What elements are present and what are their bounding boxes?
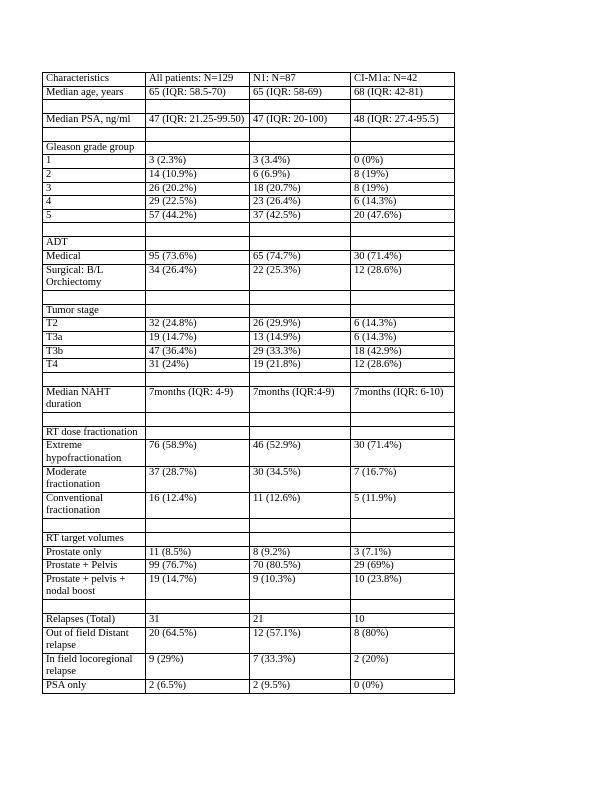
header-cell: Characteristics [43, 73, 146, 87]
value-cell [351, 600, 455, 614]
value-cell: 7months (IQR: 4-9) [146, 386, 250, 412]
value-cell: 48 (IQR: 27.4-95.5) [351, 114, 455, 128]
value-cell: 11 (8.5%) [146, 546, 250, 560]
value-cell: 47 (IQR: 21.25-99.50) [146, 114, 250, 128]
table-row [43, 546, 455, 560]
value-cell: 10 [351, 614, 455, 628]
value-cell: 30 (34.5%) [250, 466, 351, 492]
table-spacer-row [43, 600, 455, 614]
value-cell: 2 (6.5%) [146, 679, 250, 693]
table-row [43, 196, 455, 210]
value-cell: 16 (12.4%) [146, 492, 250, 518]
value-cell: 19 (21.8%) [250, 359, 351, 373]
table-row [43, 209, 455, 223]
value-cell: 31 (24%) [146, 359, 250, 373]
table-row [43, 386, 455, 412]
value-cell: 3 (2.3%) [146, 155, 250, 169]
value-cell [351, 223, 455, 237]
value-cell [250, 533, 351, 547]
table-row [43, 250, 455, 264]
table-row [43, 679, 455, 693]
row-label-cell: 1 [43, 155, 146, 169]
value-cell: 26 (20.2%) [146, 182, 250, 196]
value-cell: 37 (42.5%) [250, 209, 351, 223]
row-label-cell: Moderate fractionation [43, 466, 146, 492]
table-spacer-row [43, 127, 455, 141]
value-cell: 65 (IQR: 58.5-70) [146, 86, 250, 100]
value-cell: 22 (25.3%) [250, 264, 351, 290]
value-cell [250, 600, 351, 614]
row-label-cell: Medical [43, 250, 146, 264]
value-cell [146, 372, 250, 386]
row-label-cell: Prostate + pelvis + nodal boost [43, 573, 146, 599]
table-row [43, 86, 455, 100]
table-row [43, 304, 455, 318]
row-label-cell: PSA only [43, 679, 146, 693]
value-cell: 7 (33.3%) [250, 653, 351, 679]
table-row [43, 492, 455, 518]
value-cell: 10 (23.8%) [351, 573, 455, 599]
value-cell [351, 519, 455, 533]
value-cell: 2 (9.5%) [250, 679, 351, 693]
value-cell: 9 (29%) [146, 653, 250, 679]
value-cell: 8 (19%) [351, 168, 455, 182]
row-label-cell: Prostate only [43, 546, 146, 560]
value-cell [351, 533, 455, 547]
value-cell: 31 [146, 614, 250, 628]
value-cell: 18 (42.9%) [351, 345, 455, 359]
value-cell: 65 (IQR: 58-69) [250, 86, 351, 100]
value-cell: 8 (80%) [351, 627, 455, 653]
value-cell [250, 426, 351, 440]
table-row [43, 114, 455, 128]
value-cell [146, 304, 250, 318]
table-row [43, 237, 455, 251]
value-cell: 46 (52.9%) [250, 440, 351, 466]
value-cell: 12 (28.6%) [351, 359, 455, 373]
value-cell: 5 (11.9%) [351, 492, 455, 518]
table-spacer-row [43, 412, 455, 426]
row-label-cell [43, 600, 146, 614]
row-label-cell: 5 [43, 209, 146, 223]
row-label-cell: ADT [43, 237, 146, 251]
value-cell: 20 (64.5%) [146, 627, 250, 653]
value-cell: 37 (28.7%) [146, 466, 250, 492]
row-label-cell: Extreme hypofractionation [43, 440, 146, 466]
value-cell: 20 (47.6%) [351, 209, 455, 223]
value-cell: 29 (69%) [351, 560, 455, 574]
value-cell [146, 426, 250, 440]
value-cell: 11 (12.6%) [250, 492, 351, 518]
value-cell: 7 (16.7%) [351, 466, 455, 492]
value-cell: 19 (14.7%) [146, 573, 250, 599]
value-cell: 47 (IQR: 20-100) [250, 114, 351, 128]
value-cell: 47 (36.4%) [146, 345, 250, 359]
table-row [43, 560, 455, 574]
header-cell: N1: N=87 [250, 73, 351, 87]
value-cell: 76 (58.9%) [146, 440, 250, 466]
value-cell: 18 (20.7%) [250, 182, 351, 196]
value-cell [351, 141, 455, 155]
value-cell [146, 290, 250, 304]
value-cell: 7months (IQR: 6-10) [351, 386, 455, 412]
value-cell: 0 (0%) [351, 679, 455, 693]
row-label-cell: Out of field Distant relapse [43, 627, 146, 653]
row-label-cell: Median PSA, ng/ml [43, 114, 146, 128]
value-cell [146, 412, 250, 426]
characteristics-table [42, 72, 455, 694]
row-label-cell: Tumor stage [43, 304, 146, 318]
value-cell: 7months (IQR:4-9) [250, 386, 351, 412]
table-row [43, 440, 455, 466]
value-cell: 6 (14.3%) [351, 196, 455, 210]
table-row [43, 155, 455, 169]
value-cell: 68 (IQR: 42-81) [351, 86, 455, 100]
value-cell: 2 (20%) [351, 653, 455, 679]
row-label-cell [43, 290, 146, 304]
table-header-row [43, 73, 455, 87]
value-cell: 23 (26.4%) [250, 196, 351, 210]
row-label-cell: T2 [43, 318, 146, 332]
row-label-cell [43, 519, 146, 533]
value-cell: 3 (7.1%) [351, 546, 455, 560]
table-spacer-row [43, 100, 455, 114]
row-label-cell: RT dose fractionation [43, 426, 146, 440]
row-label-cell [43, 412, 146, 426]
value-cell [351, 127, 455, 141]
row-label-cell: 2 [43, 168, 146, 182]
row-label-cell: 4 [43, 196, 146, 210]
value-cell: 19 (14.7%) [146, 331, 250, 345]
row-label-cell: Median NAHT duration [43, 386, 146, 412]
table-body [43, 86, 455, 693]
table-row [43, 141, 455, 155]
value-cell [250, 141, 351, 155]
value-cell: 0 (0%) [351, 155, 455, 169]
row-label-cell [43, 372, 146, 386]
value-cell [146, 100, 250, 114]
row-label-cell: Prostate + Pelvis [43, 560, 146, 574]
value-cell [351, 290, 455, 304]
value-cell: 21 [250, 614, 351, 628]
row-label-cell: Surgical: B/L Orchiectomy [43, 264, 146, 290]
value-cell: 3 (3.4%) [250, 155, 351, 169]
value-cell: 14 (10.9%) [146, 168, 250, 182]
value-cell [351, 372, 455, 386]
value-cell [351, 304, 455, 318]
value-cell: 34 (26.4%) [146, 264, 250, 290]
value-cell: 70 (80.5%) [250, 560, 351, 574]
value-cell: 29 (33.3%) [250, 345, 351, 359]
table-spacer-row [43, 519, 455, 533]
value-cell [146, 533, 250, 547]
value-cell: 6 (6.9%) [250, 168, 351, 182]
value-cell [250, 290, 351, 304]
table-row [43, 466, 455, 492]
value-cell [250, 304, 351, 318]
value-cell: 95 (73.6%) [146, 250, 250, 264]
value-cell [146, 141, 250, 155]
table-spacer-row [43, 290, 455, 304]
value-cell: 29 (22.5%) [146, 196, 250, 210]
table-row [43, 627, 455, 653]
row-label-cell: T3b [43, 345, 146, 359]
row-label-cell [43, 127, 146, 141]
table-row [43, 318, 455, 332]
value-cell [250, 519, 351, 533]
table-row [43, 331, 455, 345]
value-cell [351, 237, 455, 251]
value-cell: 8 (9.2%) [250, 546, 351, 560]
row-label-cell: Relapses (Total) [43, 614, 146, 628]
value-cell [146, 600, 250, 614]
table-row [43, 345, 455, 359]
table-row [43, 182, 455, 196]
value-cell: 12 (28.6%) [351, 264, 455, 290]
value-cell: 12 (57.1%) [250, 627, 351, 653]
value-cell: 6 (14.3%) [351, 331, 455, 345]
row-label-cell: T3a [43, 331, 146, 345]
table-row [43, 426, 455, 440]
table-row [43, 614, 455, 628]
table-row [43, 533, 455, 547]
table-spacer-row [43, 372, 455, 386]
value-cell [250, 223, 351, 237]
value-cell: 30 (71.4%) [351, 250, 455, 264]
value-cell: 30 (71.4%) [351, 440, 455, 466]
value-cell: 13 (14.9%) [250, 331, 351, 345]
value-cell: 65 (74.7%) [250, 250, 351, 264]
value-cell: 8 (19%) [351, 182, 455, 196]
value-cell [146, 127, 250, 141]
value-cell: 32 (24.8%) [146, 318, 250, 332]
row-label-cell [43, 223, 146, 237]
value-cell [146, 519, 250, 533]
value-cell: 9 (10.3%) [250, 573, 351, 599]
table-row [43, 359, 455, 373]
value-cell [250, 127, 351, 141]
value-cell: 26 (29.9%) [250, 318, 351, 332]
header-cell: All patients: N=129 [146, 73, 250, 87]
row-label-cell: T4 [43, 359, 146, 373]
row-label-cell: Conventional fractionation [43, 492, 146, 518]
row-label-cell: RT target volumes [43, 533, 146, 547]
value-cell [250, 412, 351, 426]
row-label-cell: In field locoregional relapse [43, 653, 146, 679]
row-label-cell [43, 100, 146, 114]
value-cell [146, 237, 250, 251]
table-row [43, 168, 455, 182]
value-cell: 57 (44.2%) [146, 209, 250, 223]
row-label-cell: Gleason grade group [43, 141, 146, 155]
row-label-cell: 3 [43, 182, 146, 196]
value-cell [351, 412, 455, 426]
value-cell [250, 372, 351, 386]
table-row [43, 653, 455, 679]
value-cell: 6 (14.3%) [351, 318, 455, 332]
value-cell [146, 223, 250, 237]
table-row [43, 264, 455, 290]
value-cell: 99 (76.7%) [146, 560, 250, 574]
value-cell [351, 100, 455, 114]
value-cell [250, 100, 351, 114]
value-cell [250, 237, 351, 251]
table-row [43, 573, 455, 599]
header-cell: CI-M1a: N=42 [351, 73, 455, 87]
row-label-cell: Median age, years [43, 86, 146, 100]
value-cell [351, 426, 455, 440]
table-spacer-row [43, 223, 455, 237]
